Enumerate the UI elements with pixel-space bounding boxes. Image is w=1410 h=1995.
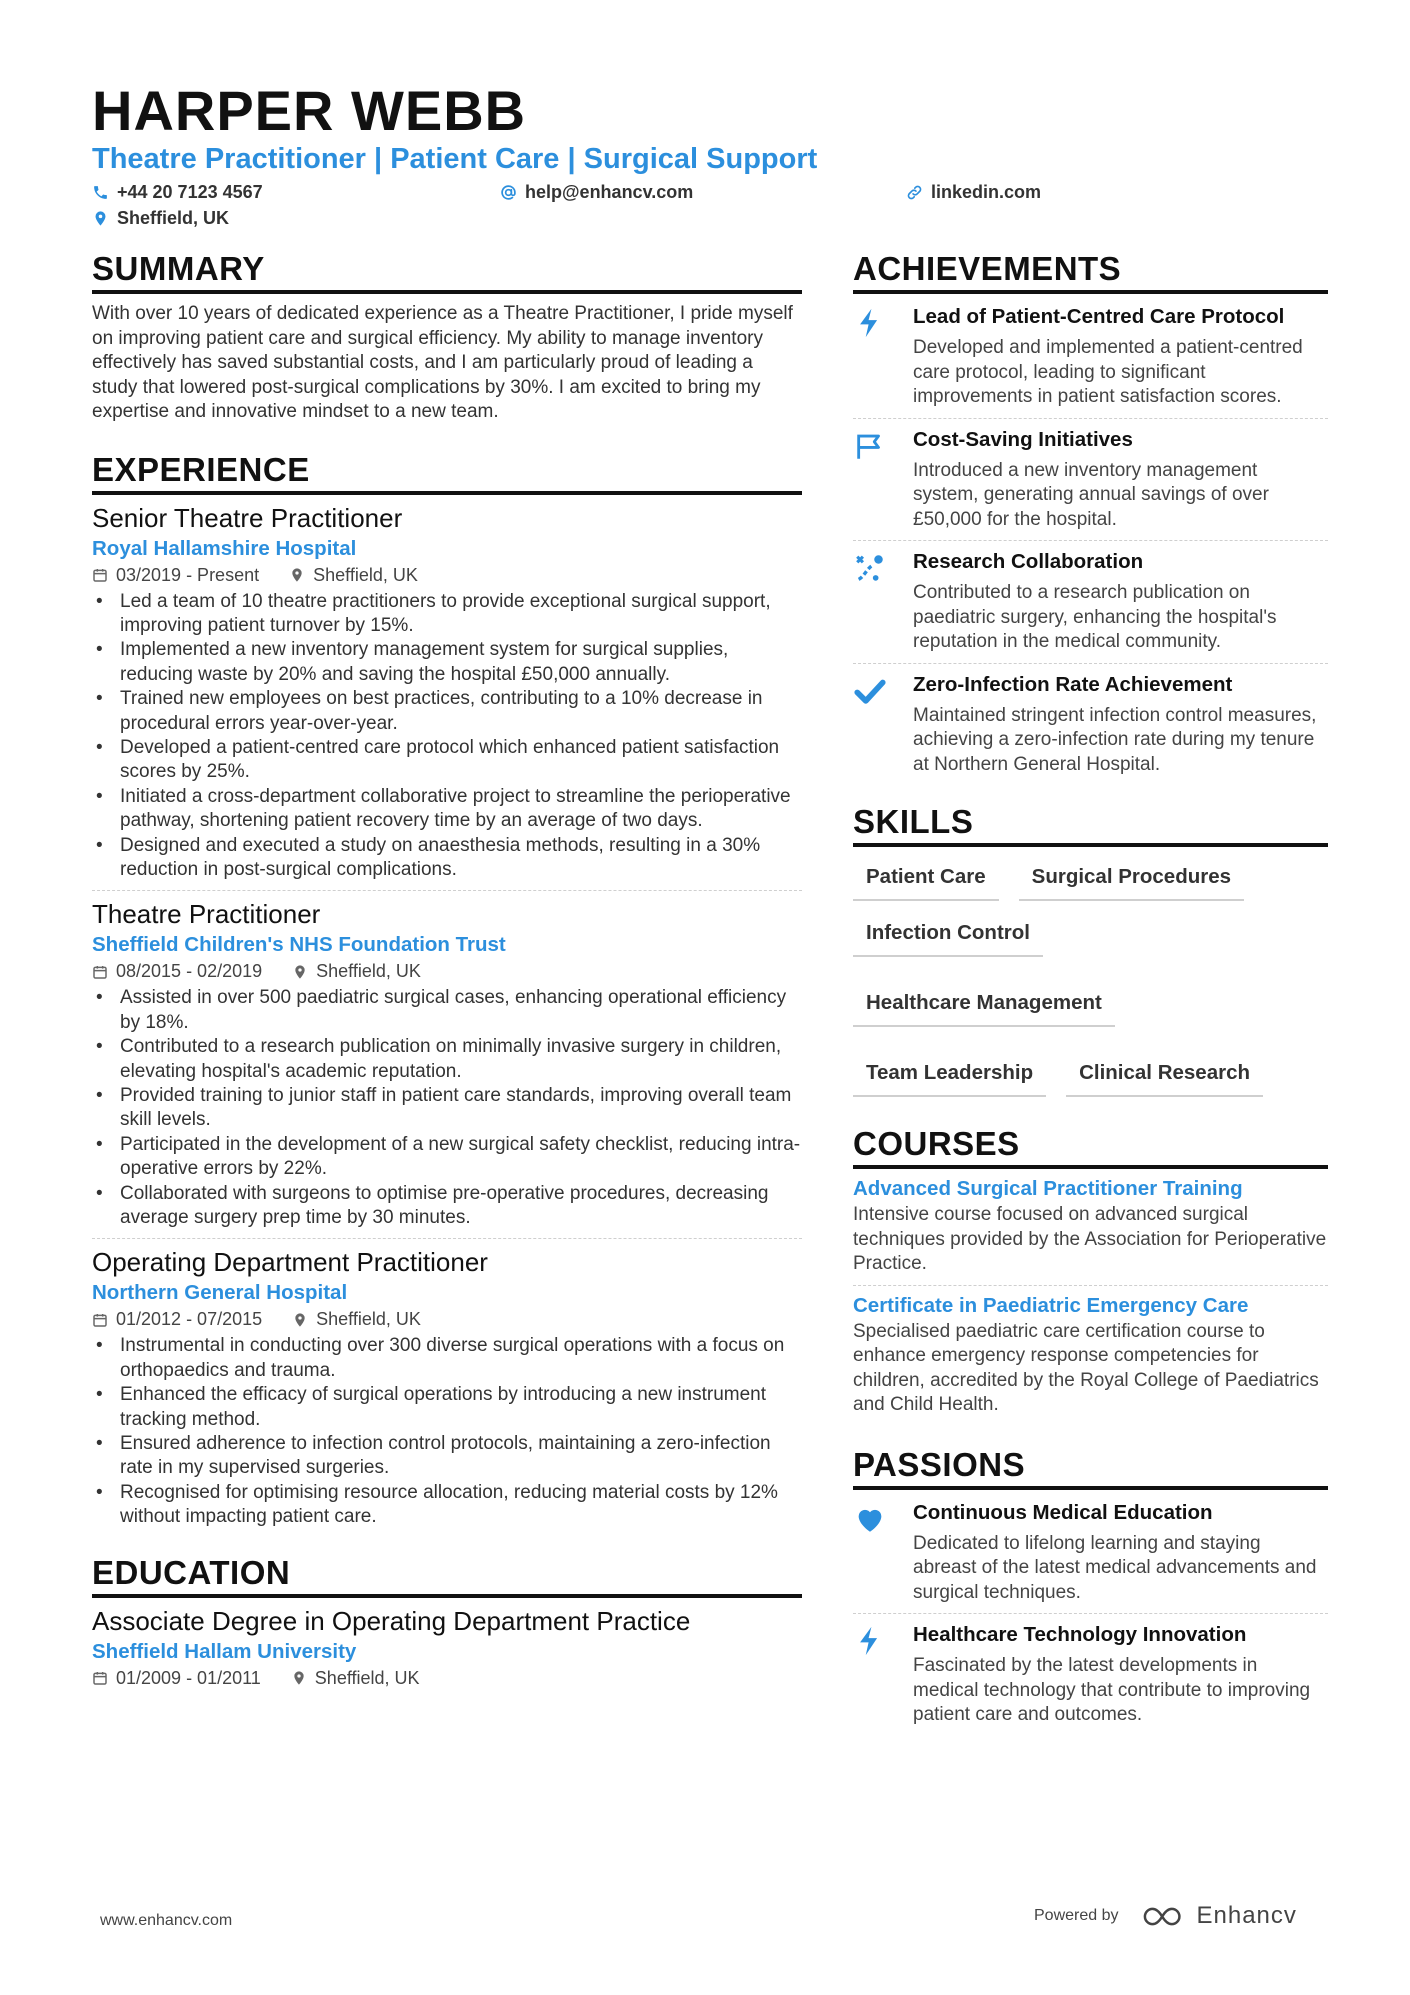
job-title: Theatre Practitioner xyxy=(92,899,321,930)
bullet-item: • Led a team of 10 theatre practitioners to provide exceptional surgical support, improving patient turnover by 15%. xyxy=(120,590,802,639)
job-location xyxy=(292,961,421,982)
skill-tag: Patient Care xyxy=(853,859,999,901)
job-entry xyxy=(92,897,802,1230)
passion-desc: Dedicated to lifelong learning and staying abreast of the latest medical advancements and surgical techniques. xyxy=(913,1532,1317,1603)
bullet-item: • Designed and executed a study on anaesthesia methods, resulting in a 30% reduction in post-surgical complications. xyxy=(120,834,802,883)
bullet-item: • Instrumental in conducting over 300 diverse surgical operations with a focus on orthopaedics and trauma. xyxy=(120,1334,802,1383)
flag-icon xyxy=(853,429,887,463)
calendar-icon xyxy=(92,1312,108,1328)
summary-text: With over 10 years of dedicated experience as a Theatre Practitioner, I pride myself on improving patient care and surgical efficiency. My ability to manage inventory effectively has saved substantial costs, and I am particularly proud of leading a study that lowered post-surgical complications by 30%. I am excited to bring my expertise and innovative mindset to a new team. xyxy=(92,303,793,422)
bullet-item: • Contributed to a research publication on minimally invasive surgery in children, elevating hospital's academic reputation. xyxy=(120,1035,802,1084)
passion-divider xyxy=(853,1613,1328,1614)
location-pin-icon xyxy=(291,1670,307,1686)
footer-brand-area xyxy=(1034,1902,1297,1930)
bullet-item: • Enhanced the efficacy of surgical operations by introducing a new instrument tracking method. xyxy=(120,1383,802,1432)
bullet-item: • Recognised for optimising resource allocation, reducing material costs by 12% without impacting patient care. xyxy=(120,1481,802,1530)
company-name: Sheffield Children's NHS Foundation Trust xyxy=(92,933,506,957)
passion-icon-wrap xyxy=(853,1498,913,1606)
bullet-item: • Developed a patient-centred care protocol which enhanced patient satisfaction scores by 25%. xyxy=(120,736,802,785)
achievement-icon-wrap xyxy=(853,670,913,778)
route-icon xyxy=(853,551,887,585)
achievement-icon-wrap xyxy=(853,425,913,533)
location-pin-icon xyxy=(292,1312,308,1328)
company-name: Northern General Hospital xyxy=(92,1281,348,1305)
skill-tag: Team Leadership xyxy=(853,1055,1046,1097)
passion-title: Continuous Medical Education xyxy=(913,1500,1213,1524)
course-title: Certificate in Paediatric Emergency Care xyxy=(853,1293,1249,1317)
achievements-heading: ACHIEVEMENTS xyxy=(853,250,1328,294)
job-divider xyxy=(92,890,802,891)
skill-tag: Clinical Research xyxy=(1066,1055,1263,1097)
job-dates-text: 01/2012 - 07/2015 xyxy=(116,1309,263,1330)
contact-email[interactable] xyxy=(500,182,693,203)
job-meta xyxy=(92,1309,802,1330)
education-entry xyxy=(92,1604,802,1689)
passion-icon-wrap xyxy=(853,1620,913,1728)
bullet-item: • Initiated a cross-department collaborative project to streamline the perioperative pathway, shortening patient recovery time by an average of two days. xyxy=(120,785,802,834)
link-icon xyxy=(906,184,923,201)
education-meta xyxy=(92,1668,802,1689)
skill-tag: Healthcare Management xyxy=(853,985,1115,1027)
footer-website[interactable]: www.enhancv.com xyxy=(100,1912,233,1929)
achievement-icon-wrap xyxy=(853,302,913,410)
achievement-title: Cost-Saving Initiatives xyxy=(913,427,1133,451)
passions-heading: PASSIONS xyxy=(853,1446,1328,1490)
job-entry xyxy=(92,1245,802,1529)
education-location-text: Sheffield, UK xyxy=(314,1667,420,1688)
skills-list xyxy=(853,859,1328,1097)
achievement-icon-wrap xyxy=(853,547,913,655)
course-item xyxy=(853,1175,1328,1277)
right-column xyxy=(853,250,1328,1728)
education-dates-text: 01/2009 - 01/2011 xyxy=(116,1667,261,1688)
job-bullets xyxy=(92,590,802,883)
location-pin-icon xyxy=(292,964,308,980)
job-location-text: Sheffield, UK xyxy=(313,564,418,585)
calendar-icon xyxy=(92,1670,108,1686)
job-dates-text: 03/2019 - Present xyxy=(116,564,260,585)
skills-heading: SKILLS xyxy=(853,803,1328,847)
bullet-item: • Assisted in over 500 paediatric surgical cases, enhancing operational efficiency by 18%. xyxy=(120,986,802,1035)
job-location xyxy=(289,565,418,586)
passion-item xyxy=(853,1498,1328,1606)
tagline: Theatre Practitioner | Patient Care | Surgical Support xyxy=(92,143,818,175)
powered-by-label: Powered by xyxy=(1034,1907,1119,1924)
job-dates xyxy=(92,565,259,586)
passion-desc: Fascinated by the latest developments in medical technology that contribute to improving patient care and outcomes. xyxy=(913,1655,1311,1725)
job-entry xyxy=(92,501,802,883)
passion-item xyxy=(853,1620,1328,1728)
courses-heading: COURSES xyxy=(853,1125,1328,1169)
achievement-title: Research Collaboration xyxy=(913,550,1144,573)
achievement-item xyxy=(853,670,1328,778)
bullet-item: • Provided training to junior staff in patient care standards, improving overall team skill levels. xyxy=(120,1084,802,1133)
bullet-item: • Ensured adherence to infection control protocols, maintaining a zero-infection rate in my supervised surgeries. xyxy=(120,1432,802,1481)
job-title: Senior Theatre Practitioner xyxy=(92,502,403,533)
achievement-desc: Contributed to a research publication on paediatric surgery, enhancing the hospital's reputation in the medical community. xyxy=(913,582,1277,652)
location-pin-icon xyxy=(289,567,305,583)
course-desc: Intensive course focused on advanced surgical techniques provided by the Association for Perioperative Practice. xyxy=(853,1204,1327,1274)
job-location-text: Sheffield, UK xyxy=(316,1309,421,1330)
enhancv-logo-icon xyxy=(1143,1905,1189,1928)
job-bullets xyxy=(92,986,802,1230)
education-heading: EDUCATION xyxy=(92,1554,802,1598)
job-location xyxy=(292,1309,421,1330)
contact-phone xyxy=(92,182,263,203)
linkedin-text[interactable]: linkedin.com xyxy=(931,182,1042,202)
education-location xyxy=(291,1668,420,1689)
course-item xyxy=(853,1292,1328,1418)
company-name: Royal Hallamshire Hospital xyxy=(92,536,357,560)
job-dates-text: 08/2015 - 02/2019 xyxy=(116,961,263,982)
skill-tag: Surgical Procedures xyxy=(1019,859,1244,901)
contact-linkedin[interactable] xyxy=(906,182,1041,203)
job-divider xyxy=(92,1238,802,1239)
left-column xyxy=(92,250,802,1693)
achievement-title: Zero-Infection Rate Achievement xyxy=(913,672,1233,696)
experience-heading: EXPERIENCE xyxy=(92,451,802,495)
checkmark-icon xyxy=(853,674,887,708)
achievement-divider xyxy=(853,418,1328,419)
enhancv-logo[interactable] xyxy=(1143,1902,1297,1930)
achievement-title: Lead of Patient-Centred Care Protocol xyxy=(913,305,1285,328)
job-title: Operating Department Practitioner xyxy=(92,1247,488,1278)
achievement-desc: Maintained stringent infection control measures, achieving a zero-infection rate during my tenure at Northern General Hospital. xyxy=(913,704,1317,775)
course-title: Advanced Surgical Practitioner Training xyxy=(853,1177,1243,1200)
heart-icon xyxy=(853,1502,887,1536)
education-dates xyxy=(92,1668,261,1689)
location-pin-icon xyxy=(92,210,109,227)
lightning-icon xyxy=(853,306,887,340)
email-text[interactable]: help@enhancv.com xyxy=(525,182,694,202)
achievement-desc: Developed and implemented a patient-centred care protocol, leading to significant improvements in patient satisfaction scores. xyxy=(913,337,1303,407)
job-meta xyxy=(92,961,802,982)
course-desc: Specialised paediatric care certification course to enhance emergency response competencies for children, accredited by the Royal College of Paediatrics and Child Health. xyxy=(853,1320,1319,1415)
achievement-divider xyxy=(853,663,1328,664)
bullet-item: • Participated in the development of a new surgical safety checklist, reducing intra-operative errors by 22%. xyxy=(120,1133,802,1182)
brand-name: Enhancv xyxy=(1196,1902,1297,1929)
calendar-icon xyxy=(92,567,108,583)
passion-title: Healthcare Technology Innovation xyxy=(913,1623,1247,1646)
achievement-item xyxy=(853,425,1328,533)
skill-tag: Infection Control xyxy=(853,915,1043,957)
job-dates xyxy=(92,961,262,982)
phone-icon xyxy=(92,184,109,201)
achievement-desc: Introduced a new inventory management system, generating annual savings of over £50,000 for the hospital. xyxy=(913,459,1269,530)
school-name: Sheffield Hallam University xyxy=(92,1639,357,1663)
achievement-item xyxy=(853,302,1328,410)
course-divider xyxy=(853,1285,1328,1286)
location-text: Sheffield, UK xyxy=(117,208,230,228)
calendar-icon xyxy=(92,964,108,980)
bullet-item: • Collaborated with surgeons to optimise pre-operative procedures, decreasing average surgery prep time by 30 minutes. xyxy=(120,1182,802,1231)
degree-title: Associate Degree in Operating Department Practice xyxy=(92,1605,691,1636)
job-dates xyxy=(92,1309,262,1330)
phone-text: +44 20 7123 4567 xyxy=(117,182,263,202)
job-bullets xyxy=(92,1334,802,1529)
lightning-icon xyxy=(853,1624,887,1658)
achievement-item xyxy=(853,547,1328,655)
bullet-item: • Implemented a new inventory management system for surgical supplies, reducing waste by 20% and saving the hospital £50,000 annually. xyxy=(120,638,802,687)
candidate-name: HARPER WEBB xyxy=(92,79,527,142)
contact-location xyxy=(92,208,229,229)
job-location-text: Sheffield, UK xyxy=(316,961,421,982)
achievement-divider xyxy=(853,540,1328,541)
at-icon xyxy=(500,184,517,201)
summary-heading: SUMMARY xyxy=(92,250,802,294)
bullet-item: • Trained new employees on best practices, contributing to a 10% decrease in procedural errors year-over-year. xyxy=(120,687,802,736)
job-meta xyxy=(92,565,802,586)
